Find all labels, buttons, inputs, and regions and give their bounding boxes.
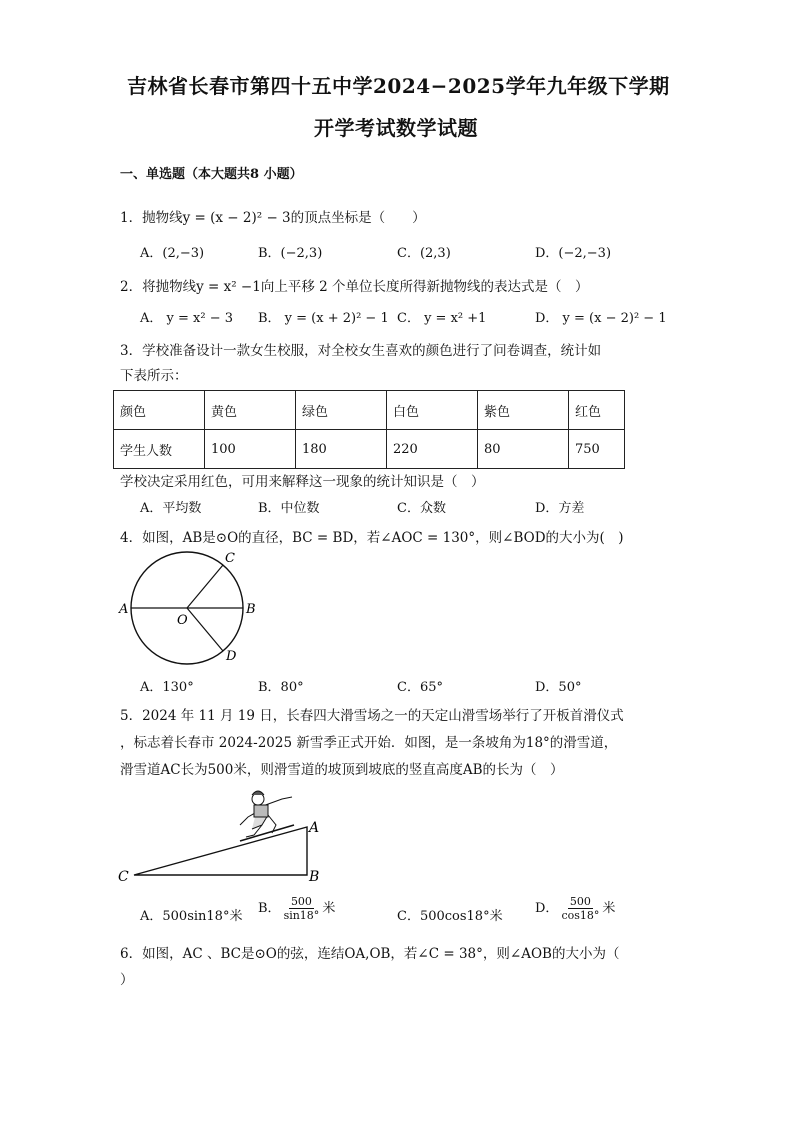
question-1-option-d[interactable]: D．(−2,−3) [535, 246, 612, 261]
slope-figure [112, 785, 332, 885]
question-4-option-d[interactable]: D．50° [535, 680, 582, 695]
question-4-option-a[interactable]: A．130° [140, 680, 194, 695]
question-1-option-b[interactable]: B．(−2,3) [258, 246, 323, 261]
question-4-text: 4．如图，AB是⊙O的直径，BC = BD，若∠AOC = 130°，则∠BOD的大小为( ) [120, 530, 624, 546]
option-d-unit: 米 [602, 901, 616, 916]
option-b-label: B． [258, 901, 281, 916]
question-5-option-b[interactable] [258, 895, 335, 922]
question-1-text: 1．抛物线y = (x − 2)² − 3的顶点坐标是（ ） [120, 210, 426, 226]
fraction-denominator: sin18° [283, 909, 320, 922]
question-4-option-b[interactable]: B．80° [258, 680, 304, 695]
table-cell: 学生人数 [114, 430, 205, 469]
question-4-option-c[interactable]: C．65° [397, 680, 443, 695]
label-b: B [309, 869, 320, 885]
table-cell: 红色 [569, 391, 625, 430]
survey-table [113, 390, 625, 469]
question-1-option-c[interactable]: C．(2,3) [397, 246, 451, 261]
question-3-option-d[interactable]: D．方差 [535, 501, 585, 516]
table-cell: 绿色 [296, 391, 387, 430]
question-3-option-a[interactable]: A．平均数 [140, 501, 202, 516]
table-row [114, 430, 625, 469]
table-cell: 100 [205, 430, 296, 469]
page-title-line1: 吉林省长春市第四十五中学2024−2025学年九年级下学期 [127, 74, 670, 98]
label-c: C [118, 869, 129, 885]
circle-figure [115, 548, 265, 668]
section-heading: 一、单选题（本大题共8 小题） [120, 167, 303, 182]
question-3-text-line1: 3．学校准备设计一款女生校服，对全校女生喜欢的颜色进行了问卷调查，统计如 [120, 343, 602, 359]
page-title-line2: 开学考试数学试题 [314, 116, 478, 140]
question-3-followup: 学校决定采用红色，可用来解释这一现象的统计知识是（ ） [120, 474, 485, 490]
question-3-option-c[interactable]: C．众数 [397, 501, 446, 516]
fraction-numerator: 500 [290, 895, 312, 908]
table-cell: 80 [478, 430, 569, 469]
label-d: D [226, 649, 237, 664]
question-3-text-line2: 下表所示： [120, 368, 188, 384]
question-5-text-line1: 5．2024 年 11 月 19 日，长春四大滑雪场之一的天定山滑雪场举行了开板首滑仪式 [120, 708, 624, 724]
question-3-option-b[interactable]: B．中位数 [258, 501, 320, 516]
label-c: C [225, 551, 235, 566]
question-2-text: 2．将抛物线y = x² −1向上平移 2 个单位长度所得新抛物线的表达式是（ ） [120, 279, 589, 295]
question-5-option-c[interactable]: C．500cos18°米 [397, 909, 503, 924]
table-cell: 180 [296, 430, 387, 469]
option-b-unit: 米 [322, 901, 336, 916]
question-6-text-line1: 6．如图，AC 、BC是⊙O的弦，连结OA,OB，若∠C = 38°，则∠AOB的大小为（ [120, 946, 620, 962]
question-5-text-line3: 滑雪道AC长为500米，则滑雪道的坡顶到坡底的竖直高度AB的长为（ ） [120, 762, 564, 778]
fraction-numerator: 500 [569, 895, 591, 908]
label-o: O [177, 613, 188, 628]
option-b-fraction [282, 895, 322, 922]
option-d-fraction [559, 895, 601, 922]
table-cell: 白色 [387, 391, 478, 430]
option-d-label: D． [535, 901, 559, 916]
question-2-option-a[interactable]: A． y = x² − 3 [140, 311, 233, 326]
table-cell: 黄色 [205, 391, 296, 430]
question-2-option-d[interactable]: D． y = (x − 2)² − 1 [535, 311, 667, 326]
question-1-option-a[interactable]: A．(2,−3) [140, 246, 205, 261]
label-a: A [119, 602, 129, 617]
fraction-denominator: cos18° [561, 909, 600, 922]
table-header-row [114, 391, 625, 430]
question-5-option-a[interactable]: A．500sin18°米 [140, 909, 243, 924]
label-b: B [246, 602, 256, 617]
radius-oc [187, 565, 223, 608]
table-cell: 紫色 [478, 391, 569, 430]
radius-od [187, 608, 223, 651]
table-cell: 颜色 [114, 391, 205, 430]
question-6-text-line2: ） [120, 972, 134, 988]
question-5-text-line2: ，标志着长春市 2024-2025 新雪季正式开始．如图，是一条坡角为18°的滑雪道， [120, 735, 618, 751]
label-a: A [309, 820, 320, 836]
question-5-option-d[interactable] [535, 895, 615, 922]
question-2-option-c[interactable]: C． y = x² +1 [397, 311, 487, 326]
table-cell: 750 [569, 430, 625, 469]
slope-triangle [134, 827, 307, 875]
table-cell: 220 [387, 430, 478, 469]
question-2-option-b[interactable]: B． y = (x + 2)² − 1 [258, 311, 389, 326]
